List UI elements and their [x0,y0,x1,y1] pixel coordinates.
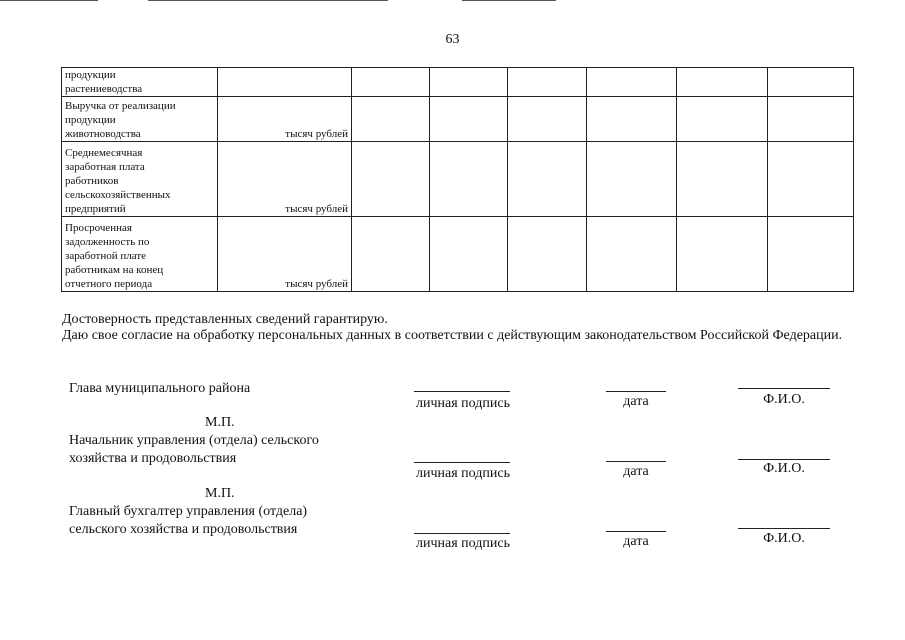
signature-line [414,391,510,392]
table-cell [587,142,677,217]
table-cell [430,142,508,217]
name-caption: Ф.И.О. [763,392,805,407]
date-line [606,461,666,462]
name-line [738,388,830,389]
date-caption: дата [623,464,649,479]
row-unit [218,68,352,97]
table-row [62,217,854,292]
name-caption: Ф.И.О. [763,531,805,546]
table-cell [352,97,430,142]
table-cell [430,217,508,292]
row-label: Среднемесячная заработная плата работников сельскохозяйственных предприятий [62,142,218,217]
chief-title: Начальник управления (отдела) сельского хозяйства и продовольствия [69,433,319,466]
table-cell [677,217,768,292]
signature-caption: личная подпись [416,536,510,551]
table-cell [508,97,587,142]
table-cell [677,97,768,142]
signature-line [414,533,510,534]
table-row [62,68,854,97]
accountant-title: Главный бухгалтер управления (отдела) сельского хозяйства и продовольствия [69,504,308,537]
name-caption: Ф.И.О. [763,461,805,476]
date-caption: дата [623,534,649,549]
signature-caption: личная подпись [416,396,510,411]
table-cell [352,217,430,292]
page-number: 63 [445,32,460,47]
row-unit: тысяч рублей [218,142,352,217]
head-title: Глава муниципального района [69,381,251,396]
table-cell [430,68,508,97]
table-cell [677,68,768,97]
table-cell [768,68,854,97]
date-line [606,531,666,532]
table-cell [508,68,587,97]
name-line [738,459,830,460]
stamp-placeholder: М.П. [205,486,235,501]
table-cell [587,68,677,97]
row-label: продукции растениеводства [62,68,218,97]
scan-edge-rule-mid [148,0,388,1]
row-unit: тысяч рублей [218,97,352,142]
row-label: Выручка от реализации продукции животноводства [62,97,218,142]
table-cell [768,217,854,292]
scan-edge-rule-right [462,0,556,1]
guarantee-statement: Достоверность представленных сведений гарантирую. [62,312,388,327]
report-table [61,67,854,292]
name-line [738,528,830,529]
table-cell [430,97,508,142]
stamp-placeholder: М.П. [205,415,235,430]
table-cell [587,217,677,292]
row-label: Просроченная задолженность по заработной плате работникам на конец отчетного периода [62,217,218,292]
table-row [62,97,854,142]
scan-edge-rule-left [0,0,98,1]
row-unit: тысяч рублей [218,217,352,292]
signature-caption: личная подпись [416,466,510,481]
table-cell [768,142,854,217]
date-caption: дата [623,394,649,409]
table-row [62,142,854,217]
table-cell [508,142,587,217]
date-line [606,391,666,392]
table-cell [768,97,854,142]
signature-line [414,462,510,463]
table-cell [352,142,430,217]
table-cell [352,68,430,97]
table-cell [587,97,677,142]
table-cell [677,142,768,217]
table-cell [508,217,587,292]
consent-statement: Даю свое согласие на обработку персональных данных в соответствии с действующим законодательством Российской Федерации. [62,328,843,343]
